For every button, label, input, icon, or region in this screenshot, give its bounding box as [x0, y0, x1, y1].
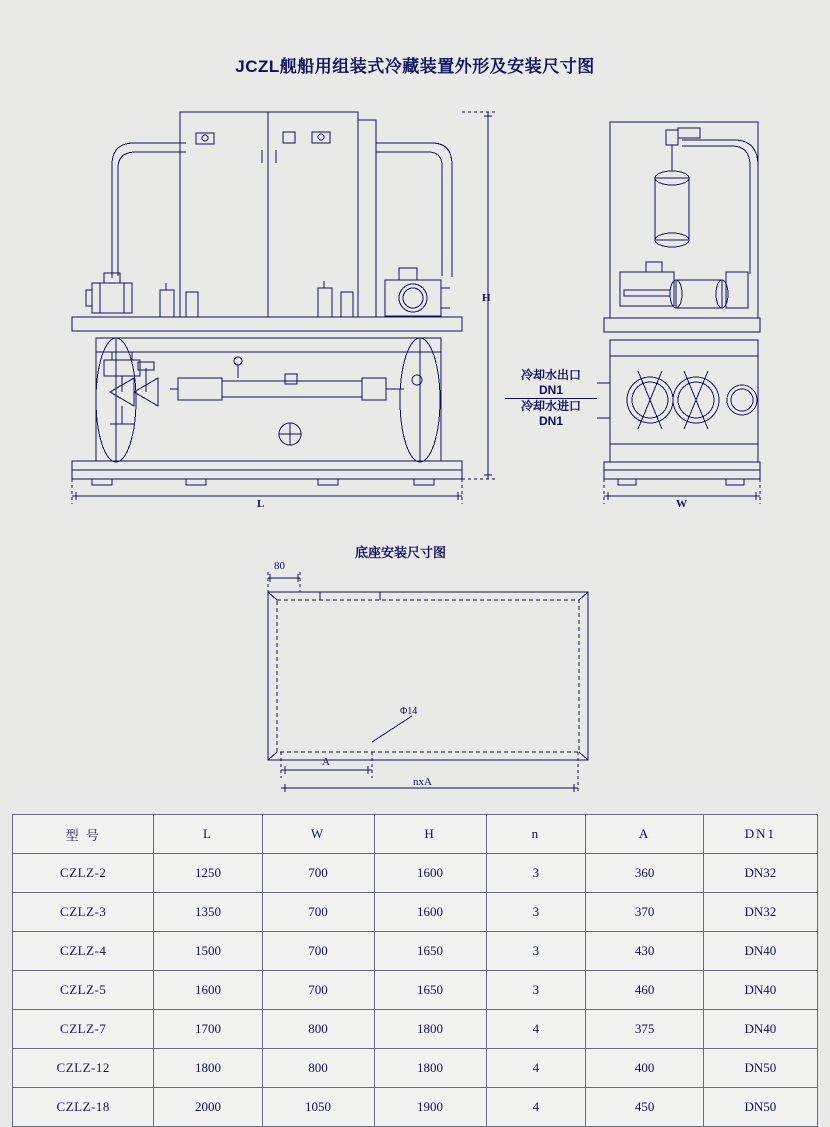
table-cell-dn1: DN40	[703, 932, 817, 971]
table-cell-h: 1600	[374, 854, 486, 893]
table-cell-l: 1250	[154, 854, 262, 893]
table-cell-dn1: DN32	[703, 893, 817, 932]
table-row	[13, 854, 818, 893]
table-cell-model: CZLZ-3	[13, 893, 154, 932]
table-header-cell: W	[262, 815, 374, 854]
cooling-water-inlet-dn: DN1	[538, 414, 563, 428]
base-dimension-a: A	[322, 756, 330, 768]
dimension-label-l: L	[257, 498, 265, 510]
table-header-cell: L	[154, 815, 262, 854]
table-header-cell: H	[374, 815, 486, 854]
table-cell-n: 3	[486, 971, 586, 1010]
table-cell-a: 450	[586, 1088, 704, 1127]
table-cell-dn1: DN40	[703, 971, 817, 1010]
table-cell-h: 1800	[374, 1049, 486, 1088]
dimension-label-w: W	[676, 498, 687, 510]
cooling-water-outlet-label: 冷却水出口	[520, 368, 581, 382]
table-cell-model: CZLZ-5	[13, 971, 154, 1010]
table-cell-l: 1350	[154, 893, 262, 932]
table-cell-h: 1800	[374, 1010, 486, 1049]
table-cell-n: 3	[486, 893, 586, 932]
table-cell-w: 700	[262, 854, 374, 893]
page-title: JCZL舰船用组装式冷藏装置外形及安装尺寸图	[235, 57, 595, 76]
table-cell-a: 375	[586, 1010, 704, 1049]
table-cell-model: CZLZ-4	[13, 932, 154, 971]
table-cell-n: 4	[486, 1088, 586, 1127]
table-cell-n: 4	[486, 1010, 586, 1049]
cooling-water-inlet-label: 冷却水进口	[520, 399, 581, 413]
table-cell-dn1: DN40	[703, 1010, 817, 1049]
table-row	[13, 1049, 818, 1088]
table-header-cell: n	[486, 815, 586, 854]
table-cell-n: 3	[486, 932, 586, 971]
table-cell-dn1: DN32	[703, 854, 817, 893]
table-cell-w: 800	[262, 1010, 374, 1049]
base-dimension-80: 80	[274, 560, 285, 572]
base-dimension-nxa: nxA	[413, 776, 432, 788]
table-cell-a: 360	[586, 854, 704, 893]
table-cell-w: 700	[262, 932, 374, 971]
table-cell-l: 1500	[154, 932, 262, 971]
table-row	[13, 932, 818, 971]
table-cell-a: 430	[586, 932, 704, 971]
table-row	[13, 893, 818, 932]
cooling-water-outlet-dn: DN1	[505, 383, 597, 399]
table-cell-l: 1800	[154, 1049, 262, 1088]
table-cell-model: CZLZ-7	[13, 1010, 154, 1049]
table-header-cell: A	[586, 815, 704, 854]
base-plan-subtitle: 底座安装尺寸图	[355, 545, 447, 560]
table-cell-model: CZLZ-2	[13, 854, 154, 893]
table-cell-h: 1900	[374, 1088, 486, 1127]
specifications-table	[12, 814, 818, 1127]
hole-diameter-label: Φ14	[400, 706, 418, 717]
table-cell-n: 4	[486, 1049, 586, 1088]
dimension-label-h: H	[482, 292, 491, 304]
table-cell-w: 1050	[262, 1088, 374, 1127]
table-cell-h: 1650	[374, 971, 486, 1010]
table-cell-h: 1600	[374, 893, 486, 932]
table-cell-model: CZLZ-18	[13, 1088, 154, 1127]
table-cell-l: 1700	[154, 1010, 262, 1049]
table-cell-n: 3	[486, 854, 586, 893]
table-cell-a: 400	[586, 1049, 704, 1088]
table-cell-w: 700	[262, 893, 374, 932]
table-cell-w: 800	[262, 1049, 374, 1088]
table-row	[13, 1010, 818, 1049]
table-row	[13, 1088, 818, 1127]
table-cell-model: CZLZ-12	[13, 1049, 154, 1088]
table-header-cell: 型 号	[13, 815, 154, 854]
table-cell-w: 700	[262, 971, 374, 1010]
table-cell-dn1: DN50	[703, 1049, 817, 1088]
table-row	[13, 971, 818, 1010]
table-header-cell: DN1	[703, 815, 817, 854]
table-cell-l: 2000	[154, 1088, 262, 1127]
table-cell-l: 1600	[154, 971, 262, 1010]
table-cell-h: 1650	[374, 932, 486, 971]
table-cell-a: 370	[586, 893, 704, 932]
table-cell-dn1: DN50	[703, 1088, 817, 1127]
table-cell-a: 460	[586, 971, 704, 1010]
table-header-row	[13, 815, 818, 854]
